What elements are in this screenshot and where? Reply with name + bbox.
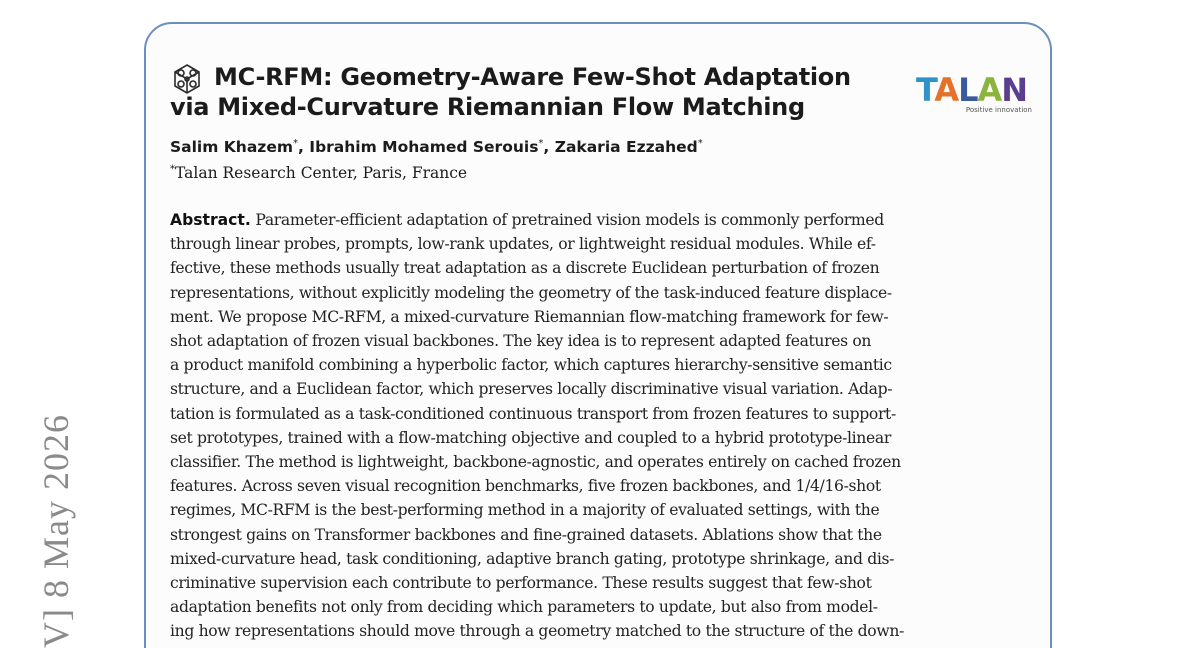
abstract-line: shot adaptation of frozen visual backbones. The key idea is to represent adapted features on [170,332,872,351]
affiliation [170,164,467,182]
abstract-line: Abstract. Parameter-efficient adaptation of pretrained vision models is commonly performed [170,211,884,229]
abstract-line: structure, and a Euclidean factor, which preserves locally discriminative visual variation. Adap- [170,380,893,399]
arxiv-side-stamp [2,384,92,648]
paper-title-card [144,22,1052,648]
abstract-line: fective, these methods usually treat adaptation as a discrete Euclidean perturbation of frozen [170,259,880,278]
abstract-line: a product manifold combining a hyperbolic factor, which captures hierarchy-sensitive semantic [170,356,892,375]
title-block [170,62,890,122]
affiliation-mark: * [170,164,175,175]
author-mark: * [293,138,298,149]
author-mark: * [697,138,703,149]
abstract-line: set prototypes, trained with a flow-matching objective and coupled to a hybrid prototype-linear [170,428,891,447]
author-mark: * [538,138,544,149]
abstract-line: features. Across seven visual recognition benchmarks, five frozen backbones, and 1/4/16-shot [170,477,881,496]
author-list: Salim Khazem*, Ibrahim Mohamed Serouis*, Zakaria Ezzahed* [170,138,703,157]
abstract-line: regimes, MC-RFM is the best-performing method in a majority of evaluated settings, with the [170,501,880,520]
abstract-line: adaptation benefits not only from deciding which parameters to update, but also from model- [170,598,878,617]
logo-tagline: Positive innovation [965,106,1032,114]
abstract-line: mixed-curvature head, task conditioning, adaptive branch gating, prototype shrinkage, and dis- [170,549,895,568]
author-name: Zakaria Ezzahed [554,138,698,157]
abstract-line: tation is formulated as a task-conditioned continuous transport from frozen features to support- [170,404,896,423]
abstract-line: ment. We propose MC-RFM, a mixed-curvature Riemannian flow-matching framework for few- [170,307,889,326]
abstract-line: ing how representations should move through a geometry matched to the structure of the down- [170,622,904,641]
abstract-line: strongest gains on Transformer backbones and fine-grained datasets. Ablations show that the [170,525,882,544]
affiliation-text: Talan Research Center, Paris, France [175,164,468,183]
abstract-line: classifier. The method is lightweight, backbone-agnostic, and operates entirely on cached frozen [170,453,901,472]
author-name: Ibrahim Mohamed Serouis [309,138,539,157]
abstract-line: through linear probes, prompts, low-rank updates, or lightweight residual modules. While ef- [170,235,876,254]
author-name: Salim Khazem [170,138,293,157]
abstract-line: representations, without explicitly modeling the geometry of the task-induced feature displace- [170,283,892,302]
logo-wordmark: TALAN [916,71,1028,109]
gear-cube-icon [170,62,204,96]
talan-logo [916,71,1034,116]
paper-title: MC-RFM: Geometry-Aware Few-Shot Adaptation via Mixed-Curvature Riemannian Flow Matching [170,63,851,121]
arxiv-identifier-text: V] 8 May 2026 [36,414,76,648]
abstract-label: Abstract. [170,211,251,229]
abstract-block [170,208,1018,644]
abstract-line: criminative supervision each contribute to performance. These results suggest that few-shot [170,574,872,593]
